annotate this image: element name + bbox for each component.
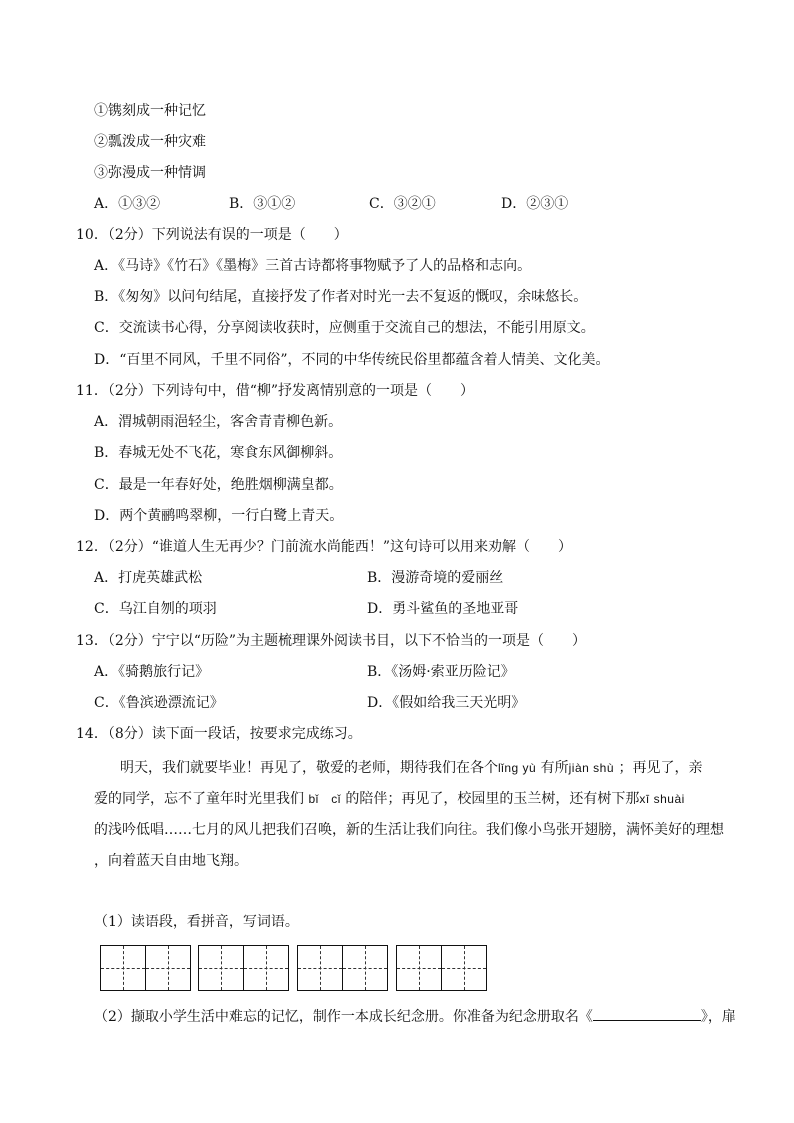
q11-option-d: D．两个黄鹂鸣翠柳，一行白鹭上青天。	[94, 508, 344, 524]
q12-option-a: A．打虎英雄武松	[94, 570, 203, 586]
q11-option-b: B．春城无处不飞花，寒食东风御柳斜。	[94, 445, 343, 461]
q10-option-d: D．“百里不同风，千里不同俗”，不同的中华传统民俗里都蕴含着人情美、文化美。	[94, 352, 610, 368]
q12-option-b: B．漫游奇境的爱丽丝	[367, 570, 504, 586]
writing-grid-3[interactable]	[297, 945, 387, 991]
q14-sub1: （1）读语段，看拼音，写词语。	[94, 914, 299, 930]
q13-option-b: B．《汤姆·索亚历险记》	[367, 664, 515, 680]
q13-option-c: C．《鲁滨逊漂流记》	[94, 695, 224, 711]
q14-stem: 14．（8分）读下面一段话，按要求完成练习。	[76, 726, 362, 742]
q12-option-d: D．勇斗鲨鱼的圣地亚哥	[367, 601, 519, 617]
q11-stem: 11．（2分）下列诗句中，借“柳”抒发离情别意的一项是（ ）	[76, 383, 475, 399]
q10-option-b: B．《匆匆》以问句结尾，直接抒发了作者对时光一去不复返的慨叹，余味悠长。	[94, 289, 588, 305]
q14-passage-line-2	[94, 789, 685, 809]
q11-option-a: A．渭城朝雨浥轻尘，客舍青青柳色新。	[94, 414, 343, 430]
q14-passage-line-3: 的浅吟低唱……七月的风儿把我们召唤，新的生活让我们向往。我们像小鸟张开翅膀，满怀美好的理想	[94, 822, 724, 838]
q9-option-c: C．③②①	[369, 196, 436, 212]
writing-cell[interactable]	[441, 945, 487, 991]
q13-option-d: D．《假如给我三天光明》	[367, 695, 526, 711]
q9-option-b: B．③①②	[229, 196, 296, 212]
writing-grid-4[interactable]	[396, 945, 486, 991]
q10-stem: 10．（2分）下列说法有误的一项是（ ）	[76, 227, 348, 243]
writing-cell[interactable]	[342, 945, 388, 991]
q14-passage-line-1	[120, 758, 702, 778]
pinyin-xishuai: xī shuài	[639, 792, 685, 806]
writing-cell[interactable]	[243, 945, 289, 991]
q14-sub2	[94, 1006, 736, 1027]
answer-blank[interactable]	[593, 1006, 701, 1021]
writing-cell[interactable]	[145, 945, 191, 991]
q10-option-a: A．《马诗》《竹石》《墨梅》三首古诗都将事物赋予了人的品格和志向。	[94, 258, 532, 274]
pinyin-bici: bǐ cǐ	[308, 792, 341, 806]
q14-passage-text: 有所	[540, 760, 569, 776]
writing-grid-2[interactable]	[198, 945, 288, 991]
pinyin-lingyu: lǐng yù	[498, 761, 537, 775]
q14-passage-text: ；再见了，亲	[618, 760, 703, 776]
q14-passage-text: 爱的同学，忘不了童年时光里我们	[94, 791, 304, 807]
writing-grid-1[interactable]	[100, 945, 190, 991]
q13-option-a: A．《骑鹅旅行记》	[94, 664, 210, 680]
q9-item-2: ②瓢泼成一种灾难	[94, 134, 206, 150]
writing-cell[interactable]	[297, 945, 343, 991]
writing-cell[interactable]	[396, 945, 442, 991]
q13-stem: 13．（2分）宁宁以“历险”为主题梳理课外阅读书目，以下不恰当的一项是（ ）	[76, 633, 587, 649]
q10-option-c: C．交流读书心得，分享阅读收获时，应侧重于交流自己的想法，不能引用原文。	[94, 320, 595, 336]
q14-sub2-text: （2）撷取小学生活中难忘的记忆，制作一本成长纪念册。你准备为纪念册取名《	[94, 1009, 593, 1025]
q11-option-c: C．最是一年春好处，绝胜烟柳满皇都。	[94, 477, 343, 493]
q9-item-3: ③弥漫成一种情调	[94, 165, 206, 181]
writing-cell[interactable]	[198, 945, 244, 991]
pinyin-jianshu: jiàn shù	[568, 761, 615, 775]
q14-sub2-text: 》，扉	[700, 1009, 736, 1025]
q14-passage-text: 的陪伴；再见了，校园里的玉兰树，还有树下那	[345, 791, 640, 807]
q14-passage-line-4: ，向着蓝天自由地飞翔。	[94, 853, 248, 869]
writing-cell[interactable]	[100, 945, 146, 991]
q9-option-a: A．①③②	[94, 196, 161, 212]
q9-item-1: ①镌刻成一种记忆	[94, 103, 206, 119]
q12-option-c: C．乌江自刎的项羽	[94, 601, 217, 617]
q14-passage-text: 明天，我们就要毕业！再见了，敬爱的老师，期待我们在各个	[120, 760, 498, 776]
q12-stem: 12．（2分）“谁道人生无再少？门前流水尚能西！”这句诗可以用来劝解（ ）	[76, 539, 573, 555]
q9-option-d: D．②③①	[501, 196, 569, 212]
